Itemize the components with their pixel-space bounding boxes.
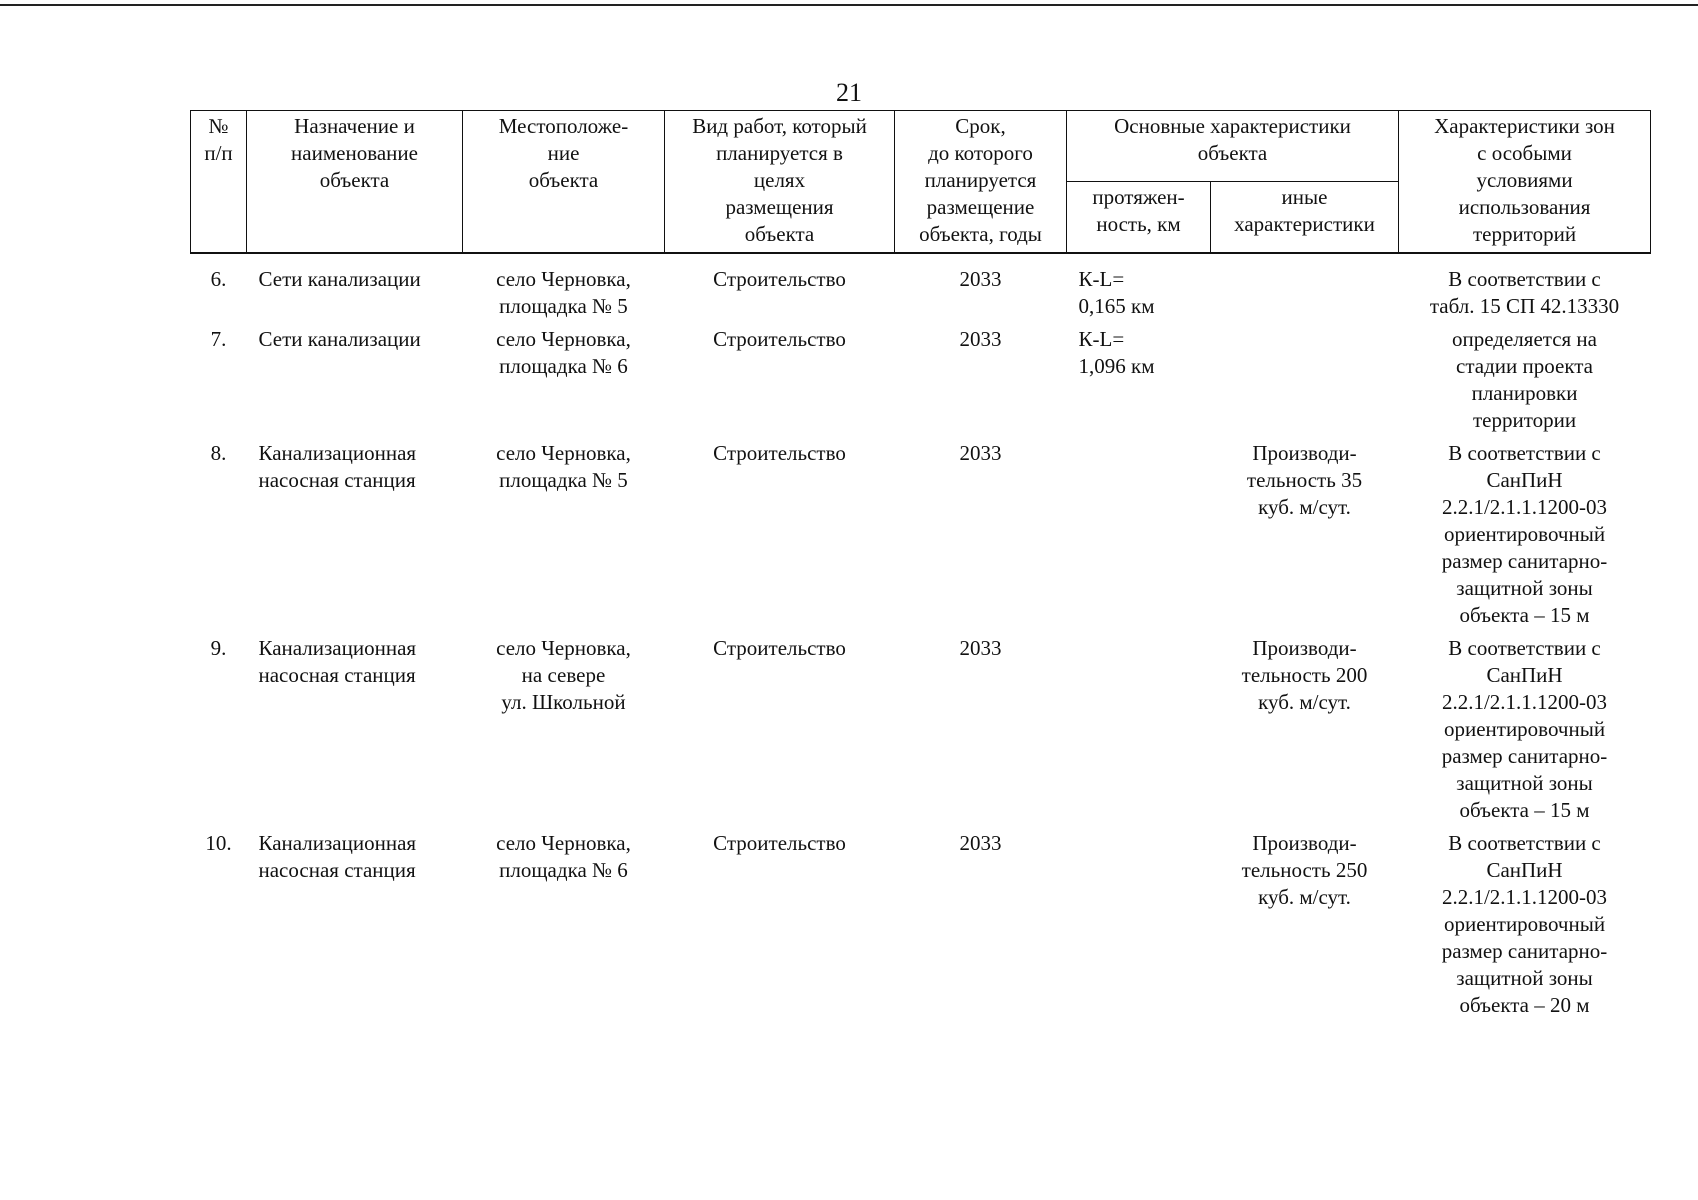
- header-term: Срок, до которого планируется размещение объекта, годы: [895, 111, 1067, 254]
- row-name: Сети канализации: [258, 327, 421, 351]
- page-number: 21: [836, 78, 862, 107]
- table-row: [191, 824, 1651, 1019]
- row-name: Сети канализации: [258, 267, 421, 291]
- header-location: Местоположе- ние объекта: [463, 111, 665, 254]
- row-work-type: Строительство: [713, 441, 846, 465]
- top-rule: [0, 4, 1698, 6]
- row-location: село Черновка, на севере ул. Школьной: [496, 636, 631, 714]
- table-row: [191, 629, 1651, 824]
- row-term: 2033: [959, 267, 1002, 291]
- row-num: 10.: [205, 831, 232, 855]
- row-num: 8.: [210, 441, 227, 465]
- row-location: село Черновка, площадка № 5: [496, 267, 631, 318]
- row-other: [1211, 320, 1399, 434]
- header-work-type: Вид работ, который планируется в целях размещения объекта: [665, 111, 895, 254]
- header-other: иные характеристики: [1211, 181, 1399, 253]
- row-name: Канализационная насосная станция: [258, 441, 417, 492]
- table-row: [191, 320, 1651, 434]
- row-zones: В соответствии с СанПиН 2.2.1/2.1.1.1200-03 ориентировочный размер санитарно- защитной зоны объекта – 15 м: [1441, 636, 1608, 822]
- row-zones: определяется на стадии проекта планировки территории: [1452, 327, 1597, 432]
- header-zones: Характеристики зон с особыми условиями использования территорий: [1399, 111, 1651, 254]
- row-work-type: Строительство: [713, 267, 846, 291]
- objects-table: [190, 110, 1651, 1019]
- row-zones: В соответствии с СанПиН 2.2.1/2.1.1.1200-03 ориентировочный размер санитарно- защитной зоны объекта – 20 м: [1441, 831, 1608, 1017]
- header-length: протяжен- ность, км: [1067, 181, 1211, 253]
- header-name: Назначение и наименование объекта: [247, 111, 463, 254]
- row-term: 2033: [959, 327, 1002, 351]
- row-other: Производи- тельность 200 куб. м/сут.: [1241, 636, 1368, 714]
- row-name: Канализационная насосная станция: [258, 636, 417, 687]
- row-location: село Черновка, площадка № 6: [496, 831, 631, 882]
- row-length: К-L= 0,165 км: [1078, 267, 1155, 318]
- row-work-type: Строительство: [713, 831, 846, 855]
- row-length: К-L= 1,096 км: [1078, 327, 1155, 378]
- row-other: Производи- тельность 250 куб. м/сут.: [1241, 831, 1368, 909]
- row-num: 6.: [210, 267, 227, 291]
- row-other: Производи- тельность 35 куб. м/сут.: [1246, 441, 1363, 519]
- row-term: 2033: [959, 831, 1002, 855]
- row-zones: В соответствии с табл. 15 СП 42.13330: [1429, 267, 1620, 318]
- row-num: 9.: [210, 636, 227, 660]
- row-num: 7.: [210, 327, 227, 351]
- header-num: № п/п: [191, 111, 247, 254]
- table-row: [191, 253, 1651, 320]
- row-work-type: Строительство: [713, 327, 846, 351]
- row-location: село Черновка, площадка № 6: [496, 327, 631, 378]
- row-term: 2033: [959, 441, 1002, 465]
- row-zones: В соответствии с СанПиН 2.2.1/2.1.1.1200-03 ориентировочный размер санитарно- защитной зоны объекта – 15 м: [1441, 441, 1608, 627]
- row-length: [1067, 824, 1211, 1019]
- row-length: [1067, 434, 1211, 629]
- row-length: [1067, 629, 1211, 824]
- header-main-characteristics: Основные характеристики объекта: [1067, 111, 1399, 182]
- row-work-type: Строительство: [713, 636, 846, 660]
- table-row: [191, 434, 1651, 629]
- row-other: [1211, 253, 1399, 320]
- row-name: Канализационная насосная станция: [258, 831, 417, 882]
- row-term: 2033: [959, 636, 1002, 660]
- row-location: село Черновка, площадка № 5: [496, 441, 631, 492]
